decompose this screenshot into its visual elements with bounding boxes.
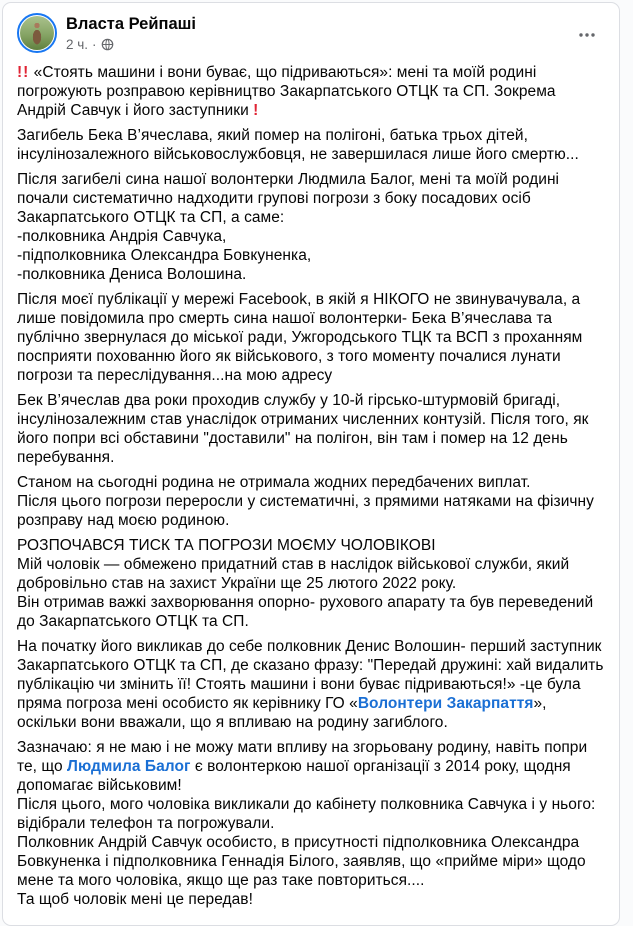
exclamation-emoji: !! [17,64,30,81]
header-text [66,13,196,53]
inline-link[interactable]: Людмила Балог [67,758,191,775]
post-paragraph [17,738,605,909]
post-text: Після моєї публікації у мережі Facebook, в якій я НІКОГО не звинувачувала, а лише повідомила про смерть сина нашої волонтерки- Бека В’ячеслава та публічно звернулася до міської ради, Ужгородського ТЦК та ВСП з проханням посприяти похованню його як військового, з того моменту почалися лунати погрози та переслідування...на мою адресу [17,291,583,384]
post-text: Загибель Бека В’ячеслава, який помер на полігоні, батька трьох дітей, інсулінозалежного військовослужбовця, не завершилася лише його смертю... [17,127,579,163]
post-text: Станом на сьогодні родина не отримала жодних передбачених виплат. [17,474,531,491]
post-text: Полковник Андрій Савчук особисто, в присутності підполковника Олександра Бовкуненка і підполковника Геннадія Білого, заявляв, що «прийме міри» щодо мене та мого чоловіка, якщо ще раз таке повториться.... [17,834,586,889]
post-menu-button[interactable] [573,23,601,47]
post-text: Після цього, мого чоловіка викликали до кабінету полковника Савчука і у нього: відібрали телефон та погрожували. [17,796,596,832]
post-text: Бек В’ячеслав два роки проходив службу у 10-й гірсько-штурмовій бригаді, інсулінозалежним став унаслідок отриманих численних контузій. Після того, як його попри всі обставини "доставили" на полігон, він там і помер на 12 день перебування. [17,392,589,466]
post-text: є волонтеркою нашої організації з 2014 року, щодня допомагає військовим! [17,758,571,794]
ellipsis-icon [577,25,597,45]
post-paragraph [17,536,605,631]
post-text: -полковника Андрія Савчука, [17,228,227,245]
post-paragraph [17,63,605,120]
author-name[interactable]: Власта Рейпаші [66,15,196,33]
post-text: «Стоять машини і вони буває, що підриваються»: мені та моїй родині погрожують розправою керівництво Закарпатського ОТЦК та СП. Зокрема Андрій Савчук і його заступники [17,64,556,119]
post-meta [66,36,196,53]
post-paragraph [17,473,605,530]
post-text: Мій чоловік — обмежено придатний став в наслідок військової служби, який добровільно став на захист України ще 25 лютого 2022 року. [17,556,570,592]
globe-icon [101,38,114,51]
post-paragraph [17,126,605,164]
post-text: Після загибелі сина нашої волонтерки Людмила Балог, мені та моїй родині почали систематично надходити групові погрози з боку посадових осіб Закарпатського ОТЦК та СП, а саме: [17,171,560,226]
post-paragraph [17,391,605,467]
post-text: РОЗПОЧАВСЯ ТИСК ТА ПОГРОЗИ МОЄМУ ЧОЛОВІКОВІ [17,537,436,554]
post-text: -полковника Дениса Волошина. [17,266,247,283]
avatar[interactable] [17,13,57,53]
post-text: На початку його викликав до себе полковник Денис Волошин- перший заступник Закарпатського ОТЦК та СП, де сказано фразу: "Передай дружині: хай видалить публікацію чи змінить її! Стоять машини і вони буває підриваються!» -це була пряма погроза мені особисто як керівнику ГО « [17,638,604,712]
post-card [2,2,620,926]
post-text: Він отримав важкі захворювання опорно- рухового апарату та був переведений до Закарпатського ОТЦК та СП. [17,594,594,630]
post-body [15,63,607,909]
avatar-photo [20,16,54,50]
post-text: -підполковника Олександра Бовкуненка, [17,247,312,264]
post-paragraph [17,170,605,284]
post-paragraph [17,637,605,732]
post-text: », оскільки вони вважали, що я впливаю на родину загиблого. [17,695,547,731]
timestamp[interactable]: 2 ч. [66,37,89,52]
meta-separator: · [92,37,97,52]
post-header [15,13,607,53]
inline-link[interactable]: Волонтери Закарпаття [357,695,534,712]
exclamation-emoji: ! [253,102,260,119]
post-paragraph [17,290,605,385]
post-text: Після цього погрози переросли у систематичні, з прямими натяками на фізичну розправу над моєю родиною. [17,493,594,529]
post-text: Та щоб чоловік мені це передав! [17,891,253,908]
post-text: Зазначаю: я не маю і не можу мати впливу на згорьовану родину, навіть попри те, що [17,739,588,775]
